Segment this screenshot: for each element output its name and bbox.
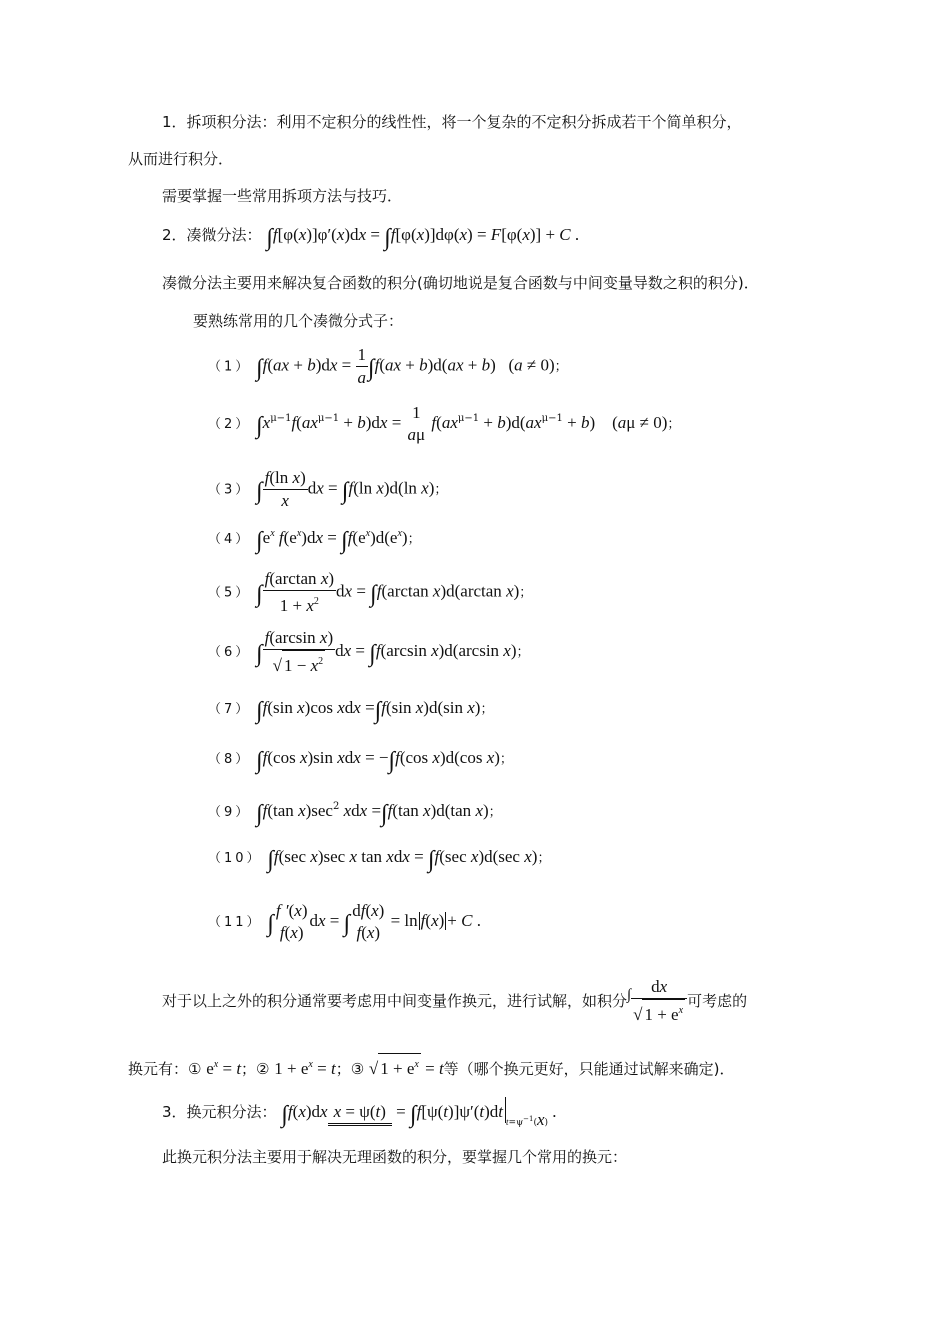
section1-line1: 1．拆项积分法：利用不定积分的线性性，将一个复杂的不定积分拆成若干个简单积分， [162,113,742,131]
section2-label: 2．凑微分法： [162,226,262,244]
section1-line2: 从而进行积分． [128,150,234,168]
section2-note: 凑微分法主要用来解决复合函数的积分(确切地说是复合函数与中间变量导数之积的积分)． [162,274,759,292]
section2-header [162,224,579,249]
section1-note: 需要掌握一些常用拆项方法与技巧． [162,187,403,205]
formula-8: （8） ∫f(cos x)sin xdx = −∫f(cos x)d(cos x)； [208,748,516,774]
formula-10: （10） ∫f(sec x)sec x tan xdx = ∫f(sec x)d(sec x)； [208,847,554,873]
section3-header: 3．换元积分法： ∫f(x)dx $x = \psi(t) = \int f[\psi(t)]\psi'(t)dt_{t=\psi^{-1}(x)}$ . [162,1097,557,1134]
tail-paragraph-line2: 换元有：① $e^x = t$；② $1 + e^x = t$；③ √ $1 + e^x = t$等（哪个换元更好，只能通过试解来确定)． [128,1053,735,1080]
tail-paragraph-line1: 对于以上之外的积分通常要考虑用中间变量作换元，进行试解，如积分∫ $\frac{dx}{√ 1 + e^x}$ 可考虑的 [162,977,748,1024]
section3-note: 此换元积分法主要用于解决无理函数的积分，要掌握几个常用的换元： [162,1148,628,1166]
formula-1: （1） ∫f(ax + b)dx = $\frac{1}{a}$ ∫f(ax + b)d(ax + b) (a ≠ 0)； [208,345,571,387]
formula-4: （4） $\int e^x$ $f(e^x)dx = \int f(e^x)d(e^x)$； [208,528,424,554]
formula-2: （2） $\int x^{\mu-1}f(ax^{\mu-1} + b)dx$ = 1 aμ $f(ax^{\mu-1} + b)d(ax^{\mu-1} + b)$ (aμ ≠ 0)； [208,403,684,444]
section2-lead: 要熟练常用的几个凑微分式子： [193,312,404,330]
formula-6: （6） ∫ $\frac{\text{f(arcsin x)}}{√ 1 - x^2}$ dx = ∫f(arcsin x)d(arcsin x)； [208,628,533,675]
section3-label: 3．换元积分法： [162,1103,277,1121]
formula-11: （11） ∫ f ′(x) f(x) dx = ∫ df(x) f(x) = ln f(x) + C . [208,901,481,942]
formula-9: （9） ∫f(tan $x)\sec^2$ xdx =∫f(tan x)d(tan x)； [208,801,505,827]
formula-7: （7） ∫f(sin x)cos xdx =∫f(sin x)d(sin x)； [208,698,497,724]
formula-3: （3） ∫ $\frac{\text{f(ln x)}}{x}$ dx = ∫f(ln x)d(ln x)； [208,468,451,510]
section2-formula: ∫f[φ(x)]φ′(x)dx = ∫f[φ(x)]dφ(x) = F[φ(x)] + C . [266,225,580,251]
formula-5: （5） ∫ $\frac{\text{f(arctan x)}}{1 + x^2}$ dx = ∫f(arctan x)d(arctan x)； [208,569,536,615]
